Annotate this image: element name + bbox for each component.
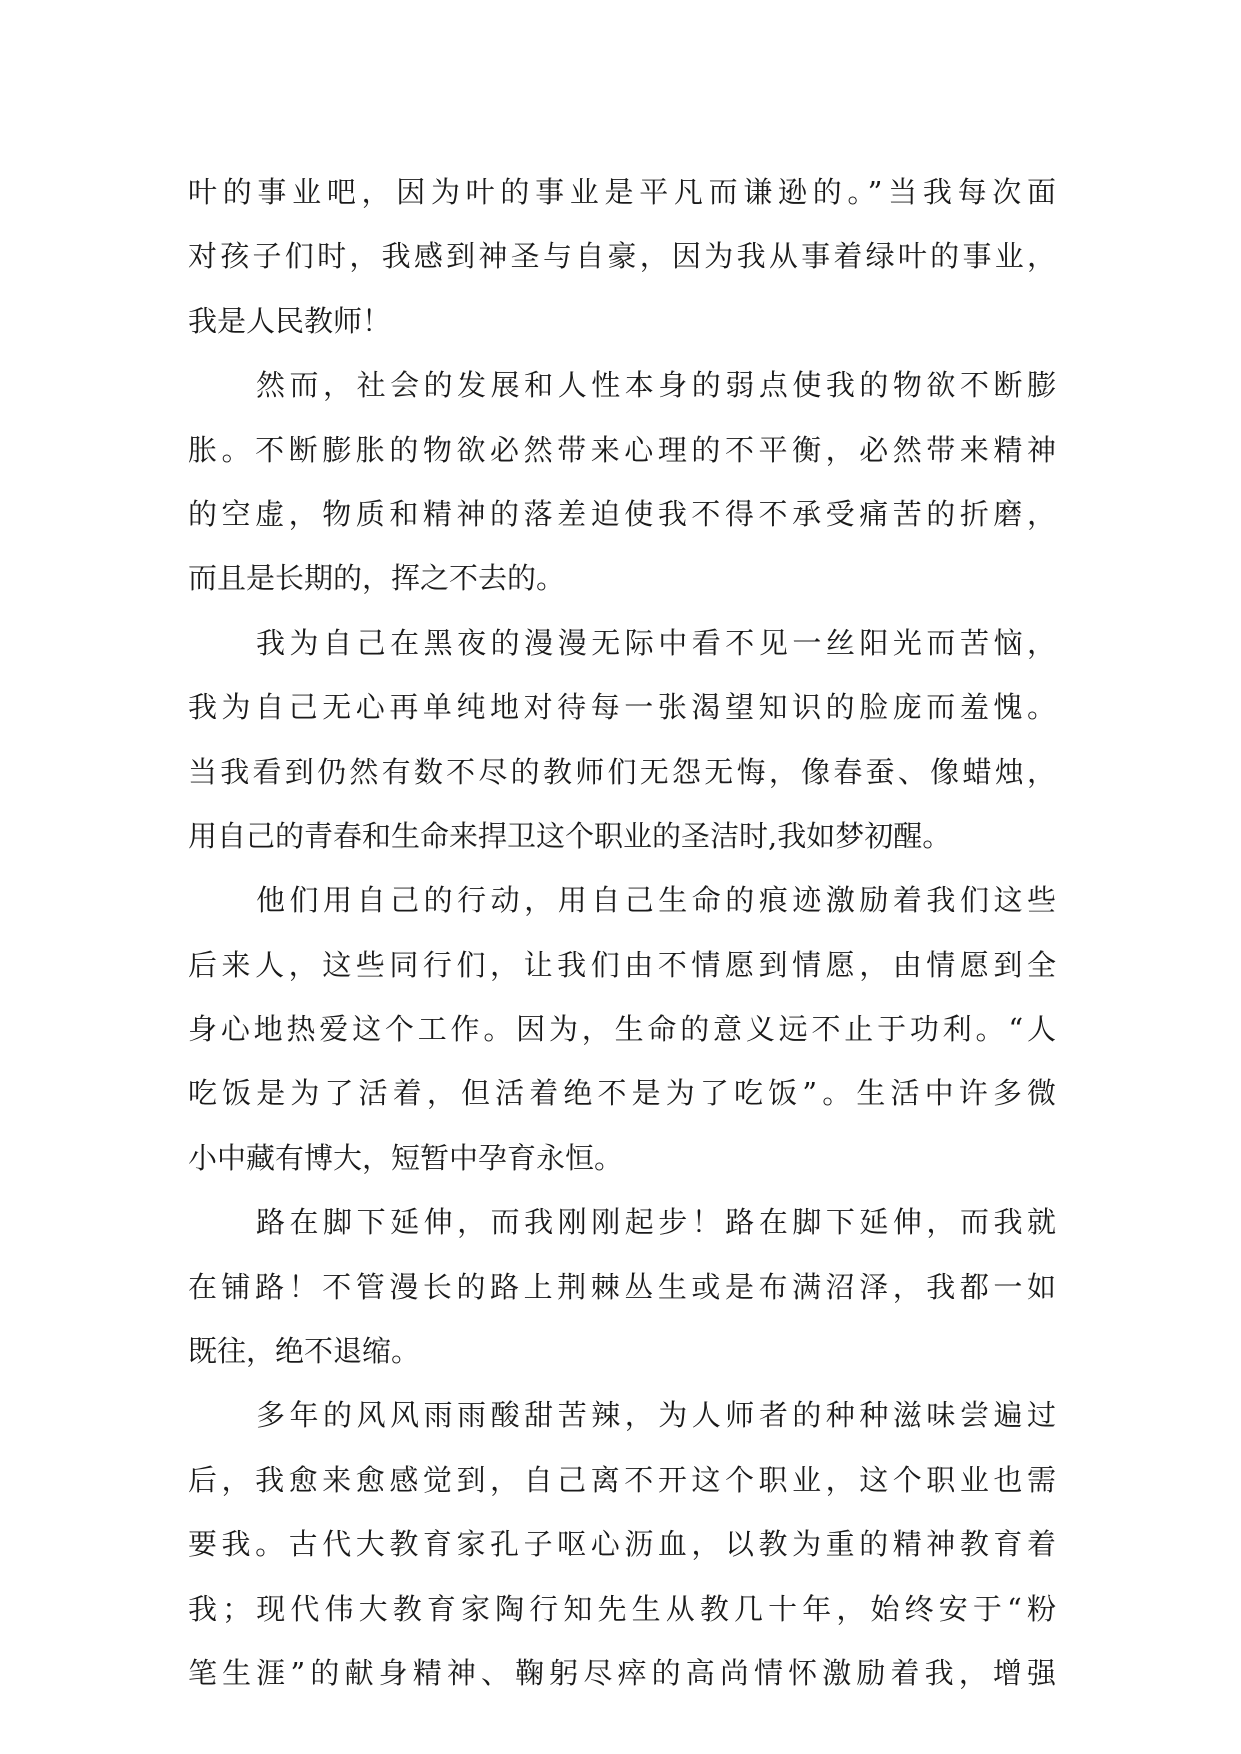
text-line: 要我。古代大教育家孔子呕心沥血，以教为重的精神教育着 (188, 1527, 1056, 1562)
text-line: 用自己的青春和生命来捍卫这个职业的圣洁时,我如梦初醒。 (188, 818, 952, 853)
text-line: 对孩子们时，我感到神圣与自豪，因为我从事着绿叶的事业， (188, 239, 1056, 274)
text-line: 我为自己无心再单纯地对待每一张渴望知识的脸庞而羞愧。 (188, 690, 1056, 725)
text-line: 的空虚，物质和精神的落差迫使我不得不承受痛苦的折磨， (188, 496, 1056, 531)
text-line: 而且是长期的，挥之不去的。 (188, 561, 566, 596)
text-line: 在铺路！不管漫长的路上荆棘丛生或是布满沼泽，我都一如 (188, 1269, 1056, 1304)
text-line: 我是人民教师！ (188, 303, 392, 338)
text-line: 后，我愈来愈感觉到，自己离不开这个职业，这个职业也需 (188, 1462, 1056, 1497)
text-line: 我为自己在黑夜的漫漫无际中看不见一丝阳光而苦恼， (256, 625, 1056, 660)
paragraph (188, 353, 1056, 611)
text-line: 身心地热爱这个工作。因为，生命的意义远不止于功利。“人 (188, 1012, 1056, 1047)
body-text (188, 160, 1056, 1705)
paragraph (188, 160, 1056, 353)
text-line: 胀。不断膨胀的物欲必然带来心理的不平衡，必然带来精神 (188, 432, 1056, 467)
text-line: 笔生涯”的献身精神、鞠躬尽瘁的高尚情怀激励着我，增强 (188, 1655, 1056, 1690)
text-line: 后来人，这些同行们，让我们由不情愿到情愿，由情愿到全 (188, 947, 1056, 982)
text-line: 吃饭是为了活着，但活着绝不是为了吃饭”。生活中许多微 (188, 1076, 1056, 1111)
text-line: 当我看到仍然有数不尽的教师们无怨无悔，像春蚕、像蜡烛， (188, 754, 1056, 789)
paragraph (188, 868, 1056, 1190)
text-line: 路在脚下延伸，而我刚刚起步！路在脚下延伸，而我就 (256, 1205, 1056, 1240)
paragraph (188, 1190, 1056, 1383)
paragraph (188, 1383, 1056, 1705)
text-line: 然而，社会的发展和人性本身的弱点使我的物欲不断膨 (256, 368, 1056, 403)
paragraph (188, 611, 1056, 869)
text-line: 多年的风风雨雨酸甜苦辣，为人师者的种种滋味尝遍过 (256, 1398, 1056, 1433)
text-line: 既往，绝不退缩。 (188, 1334, 421, 1369)
text-line: 小中藏有博大，短暂中孕育永恒。 (188, 1140, 624, 1175)
text-line: 我；现代伟大教育家陶行知先生从教几十年，始终安于“粉 (188, 1591, 1056, 1626)
text-line: 叶的事业吧，因为叶的事业是平凡而谦逊的。”当我每次面 (188, 175, 1056, 209)
text-line: 他们用自己的行动，用自己生命的痕迹激励着我们这些 (256, 883, 1056, 918)
